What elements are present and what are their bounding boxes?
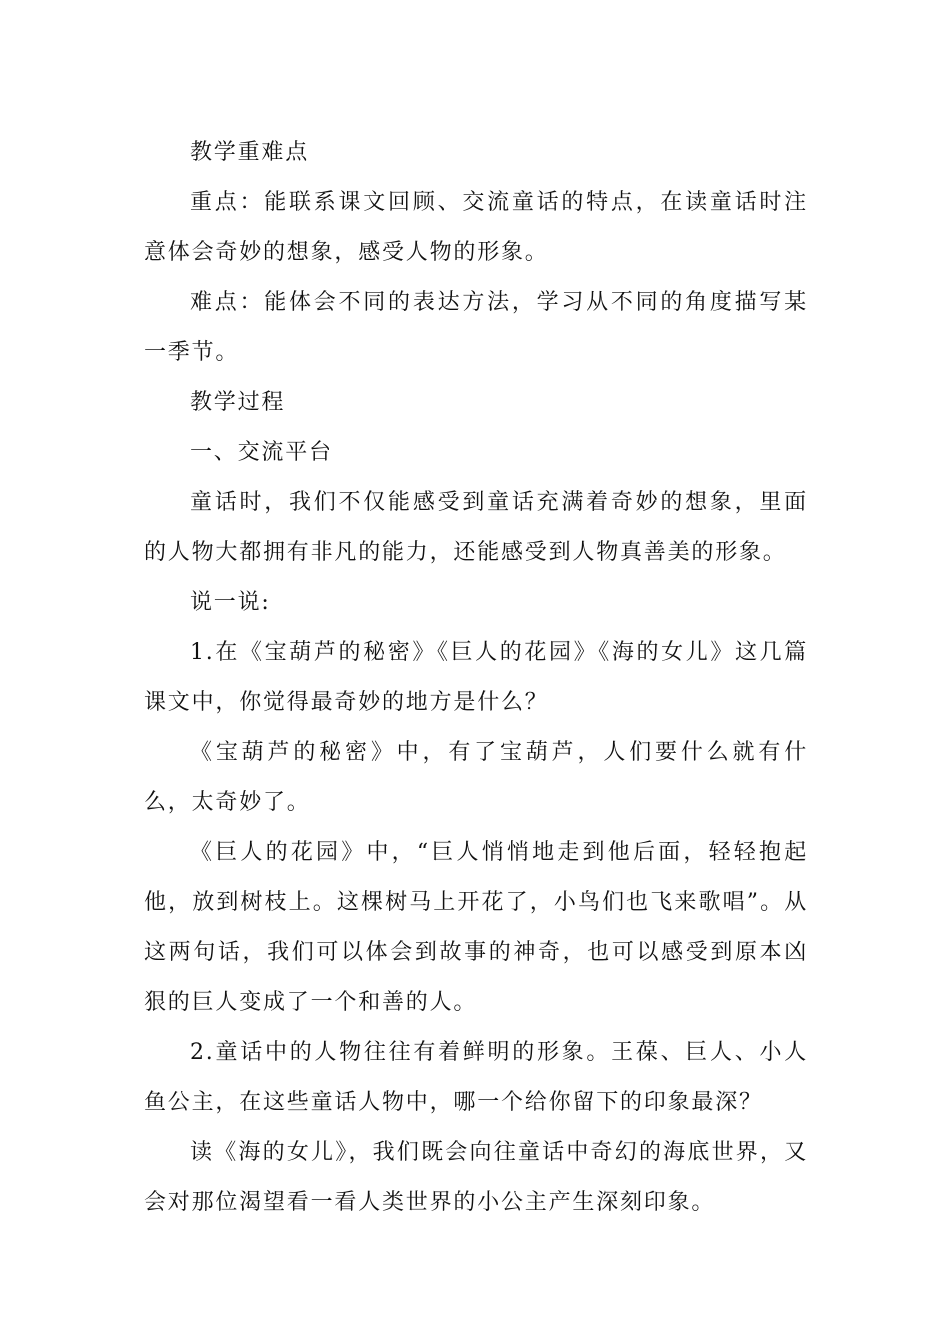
difficult-point-paragraph: 难点：能体会不同的表达方法，学习从不同的角度描写某一季节。 — [144, 290, 808, 365]
document-body — [144, 128, 808, 1228]
answer-paragraph: 《巨人的花园》中，“巨人悄悄地走到他后面，轻轻抱起他，放到树枝上。这棵树马上开花了，小鸟们也飞来歌唱”。从这两句话，我们可以体会到故事的神奇，也可以感受到原本凶狠的巨人变成了一个和善的人。 — [144, 840, 808, 1015]
prompt-label: 说一说: — [190, 590, 271, 615]
section-heading-process: 教学过程 — [190, 390, 286, 415]
question-one: 1.在《宝葫芦的秘密》《巨人的花园》《海的女儿》这几篇课文中，你觉得最奇妙的地方是什么？ — [144, 640, 808, 715]
section-heading-key-points: 教学重难点 — [190, 140, 310, 165]
answer-paragraph: 读《海的女儿》，我们既会向往童话中奇幻的海底世界，又会对那位渴望看一看人类世界的小公主产生深刻印象。 — [144, 1140, 808, 1215]
subsection-heading-exchange: 一、交流平台 — [190, 440, 333, 465]
body-paragraph: 童话时，我们不仅能感受到童话充满着奇妙的想象，里面的人物大都拥有非凡的能力，还能感受到人物真善美的形象。 — [144, 490, 808, 565]
key-point-paragraph: 重点：能联系课文回顾、交流童话的特点，在读童话时注意体会奇妙的想象，感受人物的形象。 — [144, 190, 808, 265]
answer-paragraph: 《宝葫芦的秘密》中，有了宝葫芦，人们要什么就有什么，太奇妙了。 — [144, 740, 808, 815]
question-two: 2.童话中的人物往往有着鲜明的形象。王葆、巨人、小人鱼公主，在这些童话人物中，哪一个给你留下的印象最深？ — [144, 1040, 808, 1115]
